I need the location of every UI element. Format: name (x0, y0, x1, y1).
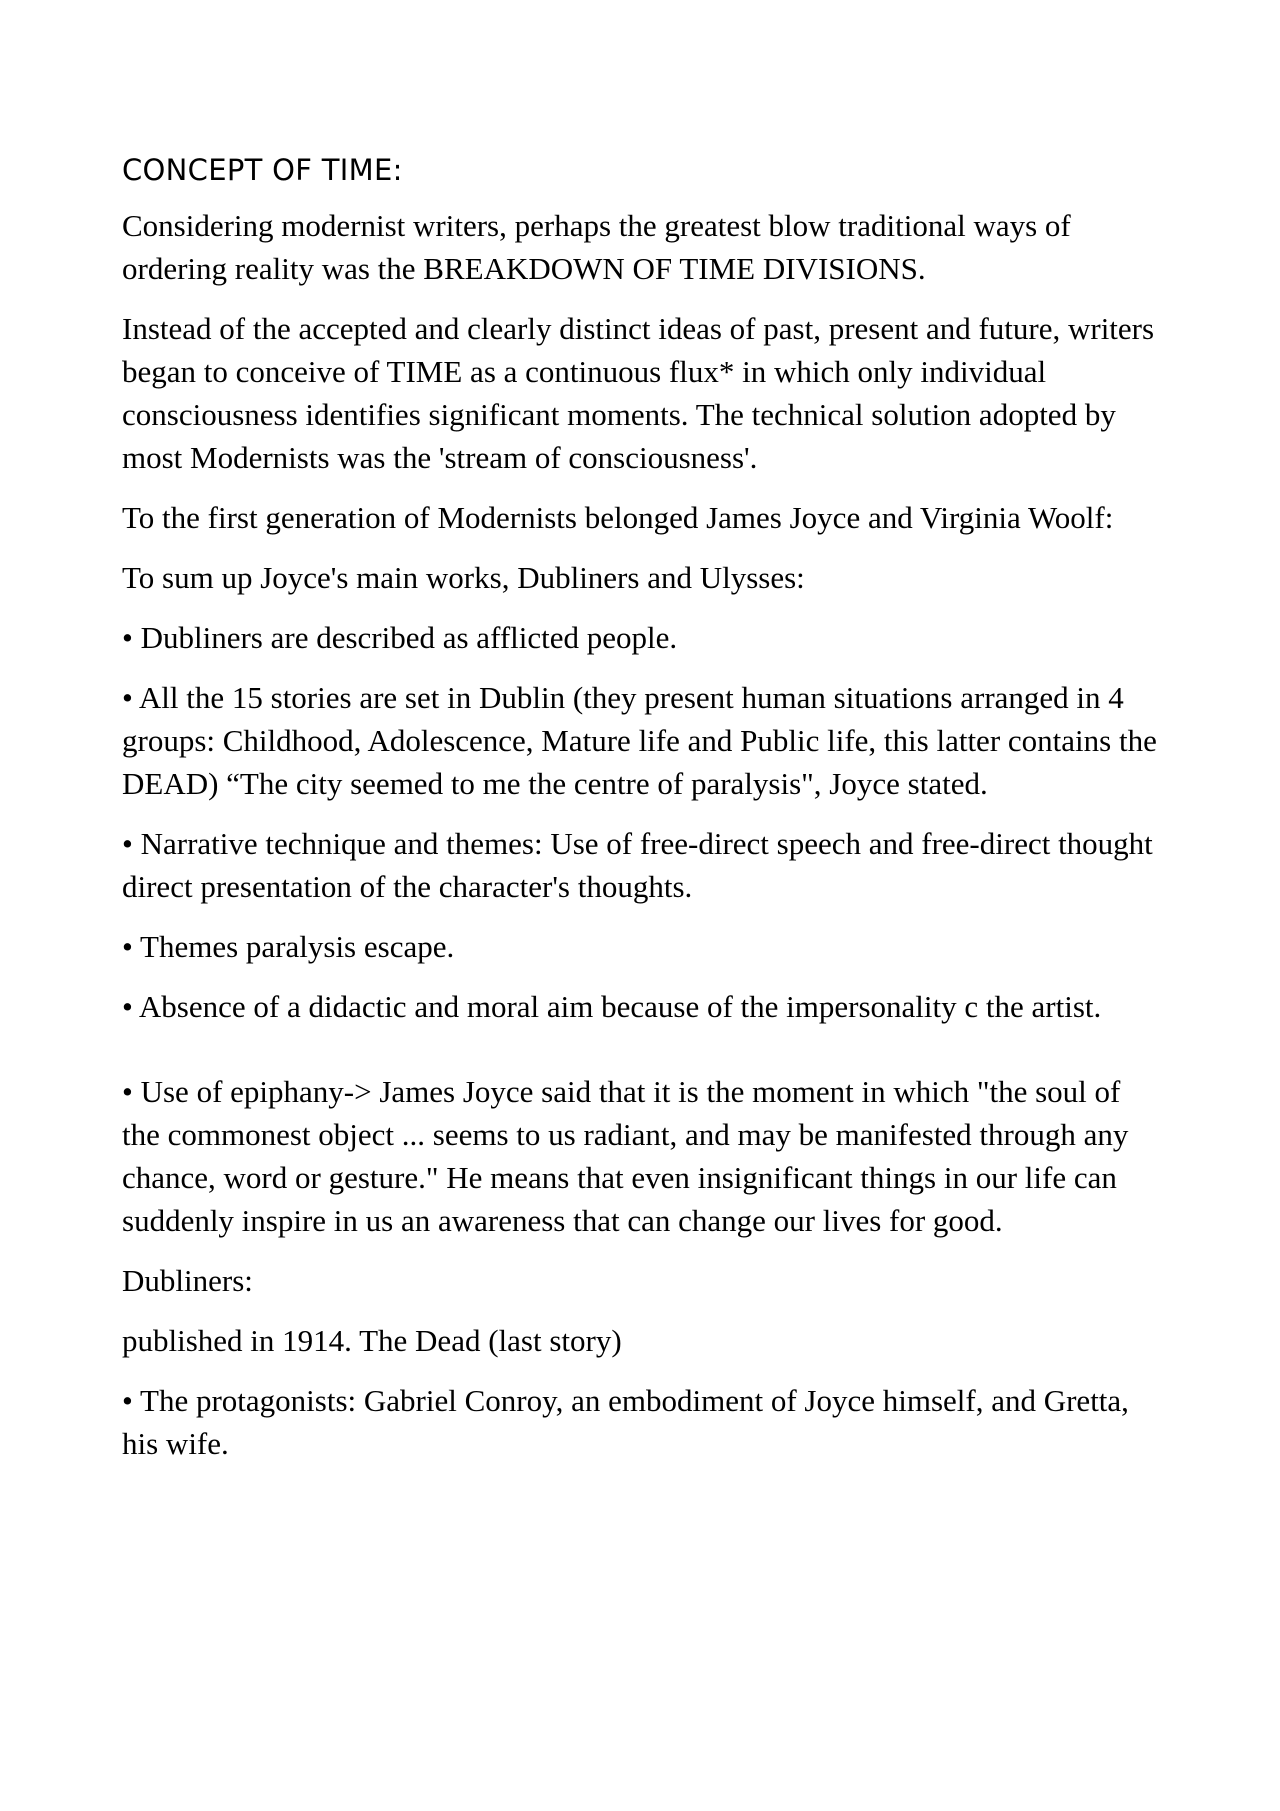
paragraph-time-divisions: Considering modernist writers, perhaps the greatest blow traditional ways of ordering reality was the BREAKDOWN OF TIME DIVISIONS. (122, 208, 1071, 286)
bullet-fifteen-stories: • All the 15 stories are set in Dublin (they present human situations arranged in 4 groups: Childhood, Adolescence, Mature life and Public life, this latter contains the DEAD) “The city seemed to me the centre of paralysis", Joyce stated. (122, 680, 1157, 801)
document-page (122, 150, 1162, 1482)
bullet-absence-didactic: • Absence of a didactic and moral aim because of the impersonality c the artist. (122, 989, 1102, 1024)
bullet-epiphany: • Use of epiphany-> James Joyce said that it is the moment in which "the soul of the commonest object ... seems to us radiant, and may be manifested through any chance, word or gesture." He means that even insignificant things in our life can suddenly inspire in us an awareness that can change our lives for good. (122, 1074, 1129, 1238)
paragraph-dubliners-label: Dubliners: (122, 1263, 253, 1298)
section-heading: CONCEPT OF TIME: (122, 153, 403, 187)
paragraph-first-generation: To the first generation of Modernists belonged James Joyce and Virginia Woolf: (122, 500, 1114, 535)
bullet-narrative-technique: • Narrative technique and themes: Use of free-direct speech and free-direct thought direct presentation of the character's thoughts. (122, 826, 1153, 904)
bullet-protagonists: • The protagonists: Gabriel Conroy, an embodiment of Joyce himself, and Gretta, his wife. (122, 1383, 1129, 1461)
bullet-afflicted-people: • Dubliners are described as afflicted people. (122, 620, 678, 655)
bullet-themes: • Themes paralysis escape. (122, 929, 455, 964)
paragraph-joyce-works: To sum up Joyce's main works, Dubliners and Ulysses: (122, 560, 805, 595)
paragraph-published: published in 1914. The Dead (last story) (122, 1323, 622, 1358)
paragraph-continuous-flux: Instead of the accepted and clearly distinct ideas of past, present and future, writers began to conceive of TIME as a continuous flux* in which only individual consciousness identifies significant moments. The technical solution adopted by most Modernists was the 'stream of consciousness'. (122, 311, 1155, 475)
